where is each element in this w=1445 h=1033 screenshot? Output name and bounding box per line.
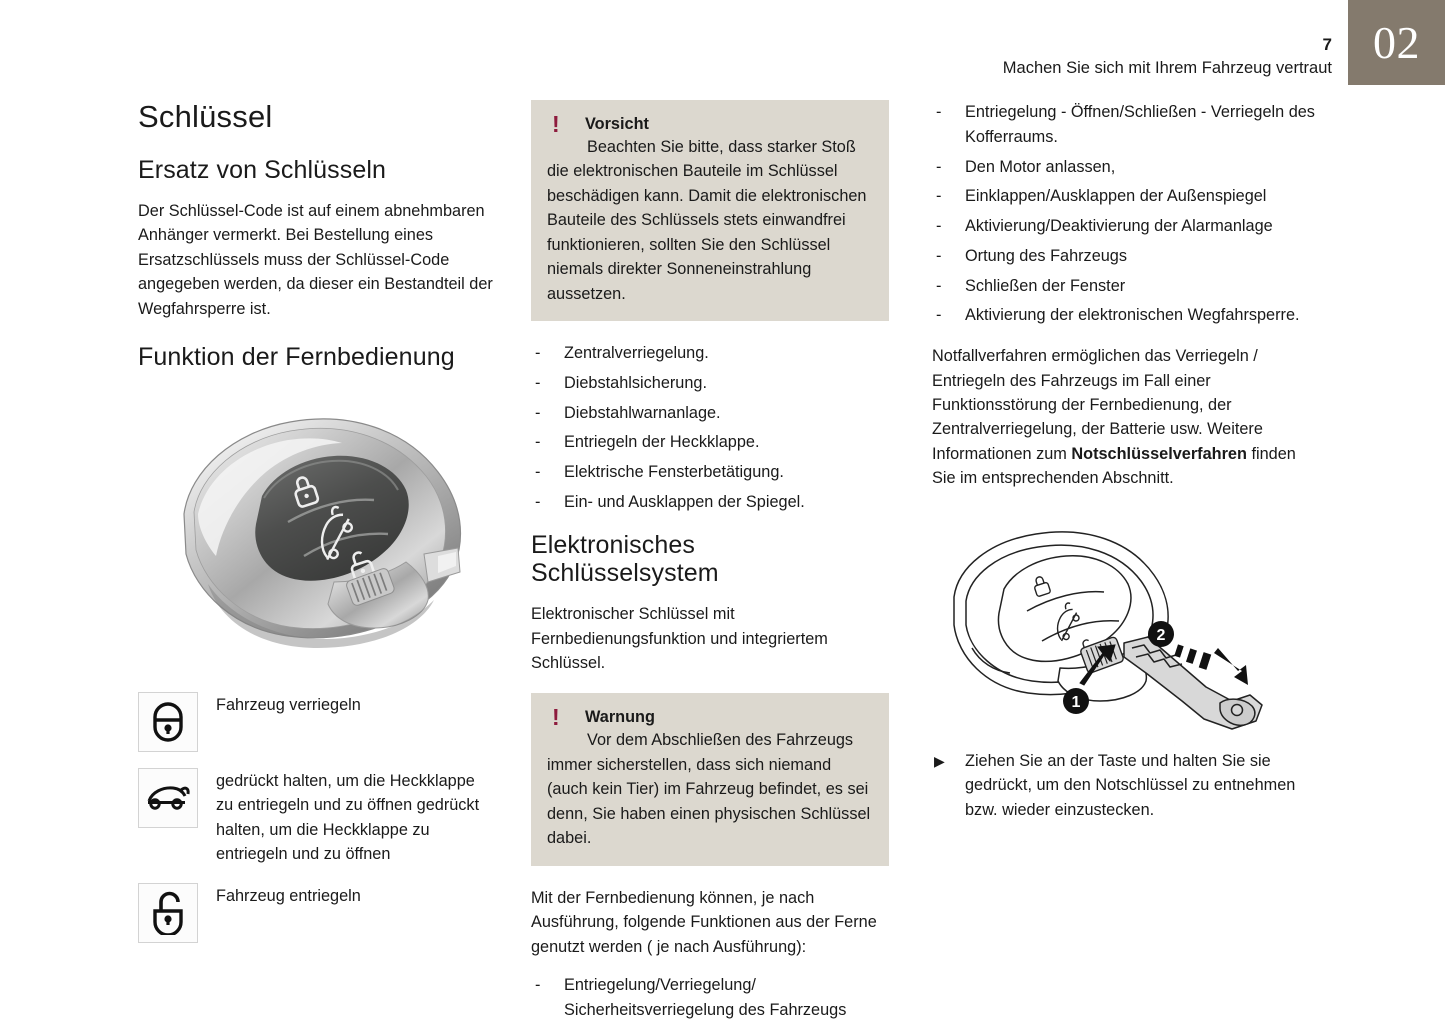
list-item (932, 303, 1322, 328)
list-item-label: Elektrische Fensterbetätigung. (564, 463, 784, 482)
callout-vorsicht (531, 100, 889, 321)
function-list (531, 341, 889, 515)
instruction-text: Ziehen Sie an der Taste und halten Sie sie gedrückt, um den Notschlüssel zu entnehmen bzw. wieder einzustecken. (965, 751, 1296, 819)
remote-function-list-continued (932, 100, 1322, 328)
dash-bullet: - (535, 492, 541, 511)
heading-elektronisches-schluesselsystem: Elektronisches Schlüsselsystem (531, 530, 719, 588)
figure-callout-2-marker (1148, 621, 1174, 647)
dash-bullet: - (535, 433, 541, 452)
paragraph-elektronischer-schluessel: Elektronischer Schlüssel mit Fernbedienungsfunktion und integriertem Schlüssel. (531, 605, 828, 673)
dash-bullet: - (535, 373, 541, 392)
callout-warnung (531, 693, 889, 865)
chapter-number: 02 (1373, 16, 1420, 68)
chapter-tab (1348, 0, 1445, 85)
list-item-label: Aktivierung der elektronischen Wegfahrsperre. (965, 306, 1300, 325)
paragraph-part-after: finden Sie im entsprechenden Abschnitt. (932, 444, 1296, 488)
heading-ersatz-von-schluesseln: Ersatz von Schlüsseln (138, 156, 387, 185)
list-item-label: Diebstahlsicherung. (564, 373, 707, 392)
heading-funktion-fernbedienung: Funktion der Fernbedienung (138, 343, 455, 372)
list-item-label: Den Motor anlassen, (965, 157, 1116, 176)
legend-label-unlock: Fahrzeug entriegeln (216, 886, 361, 905)
list-item-label: Aktivierung/Deaktivierung der Alarmanlage (965, 217, 1273, 236)
dash-bullet: - (936, 103, 942, 121)
legend-row-tailgate (138, 768, 496, 867)
list-item (932, 244, 1322, 269)
list-item (531, 973, 889, 1023)
remote-function-list-start (531, 973, 889, 1023)
legend-label-lock: Fahrzeug verriegeln (216, 695, 361, 714)
page-title: Schlüssel (138, 99, 273, 134)
dash-bullet: - (936, 306, 942, 325)
list-item (932, 274, 1322, 299)
list-item (932, 100, 1322, 150)
dash-bullet: - (936, 217, 942, 236)
list-item-label: Einklappen/Ausklappen der Außenspiegel (965, 187, 1267, 206)
dash-bullet: - (535, 463, 541, 482)
paragraph-schluessel-code: Der Schlüssel-Code ist auf einem abnehmbaren Anhänger vermerkt. Bei Bestellung eines Ersatzschlüssels muss der Schlüssel-Code angegeben werden, da dieser ein Bestandteil der Wegfahrsperre ist. (138, 201, 493, 318)
instruction-pull-button (932, 749, 1322, 822)
list-item-label: Ein- und Ausklappen der Spiegel. (564, 492, 805, 511)
list-item (531, 430, 889, 455)
dash-bullet: - (936, 157, 942, 176)
emergency-key-figure (932, 505, 1322, 735)
legend-row-lock (138, 692, 496, 752)
list-item (531, 490, 889, 515)
figure-callout-1-marker (1063, 688, 1089, 714)
dash-bullet: - (535, 344, 541, 363)
remote-key-photo (138, 386, 496, 674)
callout-vorsicht-title: Vorsicht (585, 115, 649, 133)
list-item-label: Diebstahlwarnanlage. (564, 403, 721, 422)
exclamation-icon: ! (552, 704, 560, 731)
list-item (531, 460, 889, 485)
paragraph-fernbedienung-intro: Mit der Fernbedienung können, je nach Ausführung, folgende Funktionen aus der Ferne genutzt werden ( je nach Ausführung): (531, 888, 877, 956)
running-title: Machen Sie sich mit Ihrem Fahrzeug vertraut (1002, 58, 1332, 77)
dash-bullet: - (936, 187, 942, 206)
list-item (531, 371, 889, 396)
callout-vorsicht-text: Beachten Sie bitte, dass starker Stoß die elektronischen Bauteile im Schlüssel beschädigen kann. Damit die elektronischen Bauteile des Schlüssels stets einwandfrei funktionieren, sollten Sie den Schlüssel niemals direkter Sonneneinstrahlung aussetzen. (547, 138, 867, 303)
left-column (138, 100, 496, 959)
list-item (531, 401, 889, 426)
list-item-label: Entriegelung/Verriegelung/ Sicherheitsverriegelung des Fahrzeugs (564, 975, 847, 1019)
page-header (732, 36, 1332, 78)
list-item (932, 155, 1322, 180)
list-item-label: Entriegelung - Öffnen/Schließen - Verriegeln des Kofferraums. (965, 103, 1315, 146)
dash-bullet: - (535, 975, 541, 994)
list-item-label: Zentralverriegelung. (564, 344, 709, 363)
list-item (531, 341, 889, 366)
list-item (932, 184, 1322, 209)
dash-bullet: - (535, 403, 541, 422)
list-item-label: Entriegeln der Heckklappe. (564, 433, 760, 452)
legend-label-tailgate: gedrückt halten, um die Heckklappe zu entriegeln und zu öffnen gedrückt halten, um die Heckklappe zu entriegeln und zu öffnen (216, 771, 480, 864)
triangle-bullet-icon: ▶ (934, 752, 945, 769)
dash-bullet: - (936, 246, 942, 265)
page-number: 7 (1322, 35, 1332, 54)
callout-warnung-text: Vor dem Abschließen des Fahrzeugs immer sicherstellen, dass sich niemand (auch kein Tier) im Fahrzeug befindet, es sei denn, Sie haben einen physischen Schlüssel dabei. (547, 731, 871, 848)
middle-column (531, 100, 889, 1033)
svg-text:2: 2 (1156, 626, 1166, 644)
paragraph-emphasis-notschluesselverfahren: Notschlüsselverfahren (1071, 444, 1247, 463)
legend-row-unlock (138, 883, 496, 943)
paragraph-notfallverfahren (932, 344, 1322, 491)
list-item-label: Schließen der Fenster (965, 276, 1126, 295)
lock-closed-icon (138, 692, 198, 752)
svg-text:1: 1 (1071, 693, 1081, 711)
car-tailgate-icon (138, 768, 198, 828)
dash-bullet: - (936, 276, 942, 295)
list-item (932, 214, 1322, 239)
lock-open-icon (138, 883, 198, 943)
exclamation-icon: ! (552, 111, 560, 137)
callout-warnung-title: Warnung (585, 708, 655, 727)
list-item-label: Ortung des Fahrzeugs (965, 246, 1127, 265)
right-column (932, 100, 1322, 822)
paragraph-part-before: Notfallverfahren ermöglichen das Verriegeln / Entriegeln des Fahrzeugs im Fall einer Funktionsstörung der Fernbedienung, der Zentralverriegelung, der Batterie usw. Weitere Informationen zum (932, 347, 1263, 463)
